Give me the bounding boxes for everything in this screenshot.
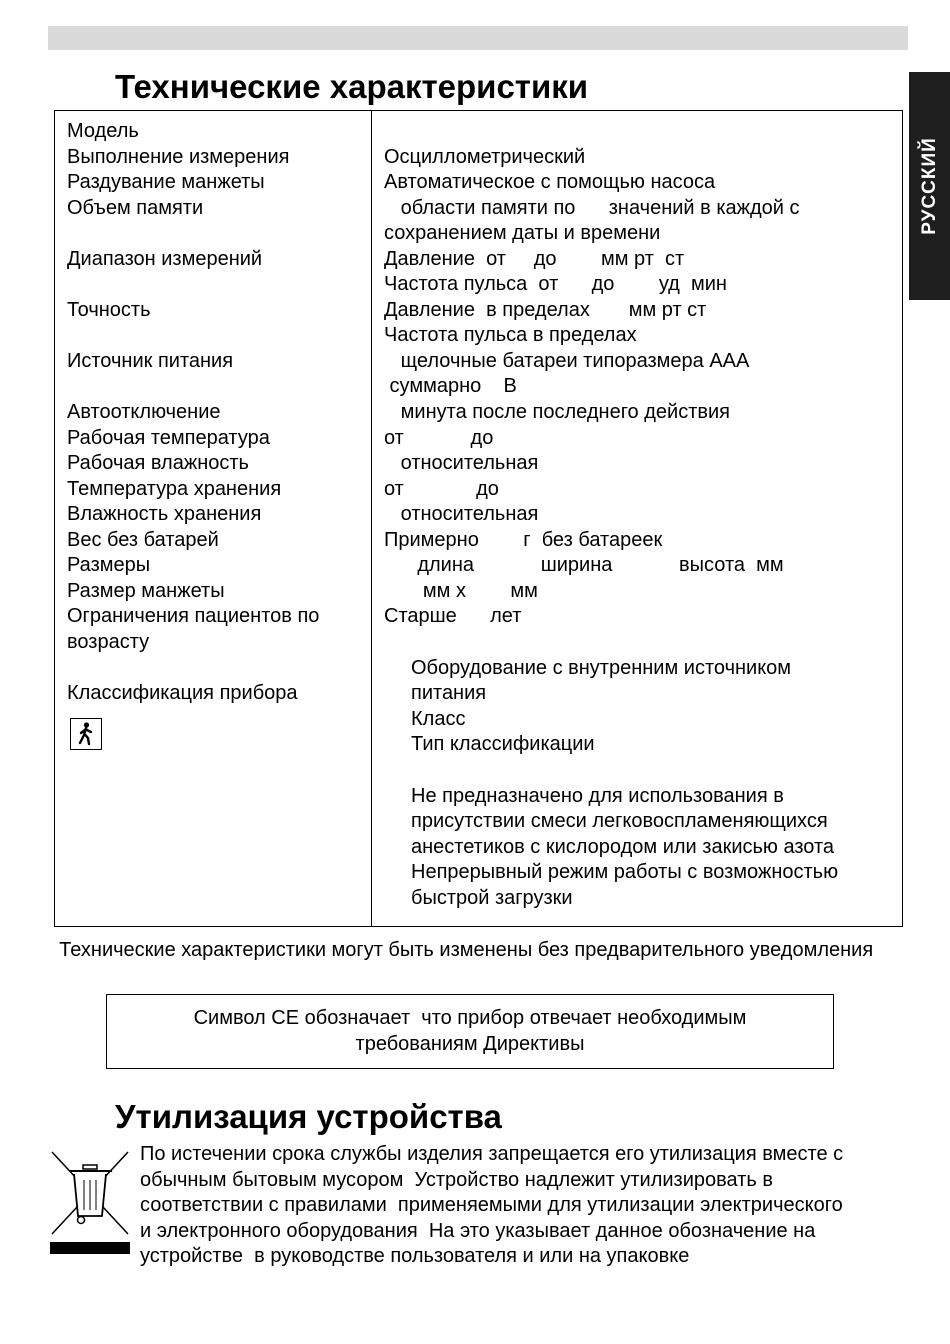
specs-change-note: Технические характеристики могут быть изменены без предварительного уведомления [48,939,874,961]
class-line-1: Оборудование с внутренним источником [411,657,792,679]
spec-label-age-limit-2: возрасту [67,631,150,653]
class-line-2: питания [411,682,487,704]
class-line-5: Не предназначено для использования в [411,785,784,807]
spec-value-store-temp: от до [384,478,499,500]
spec-label-range: Диапазон измерений [67,248,263,270]
spec-value-accuracy-pressure: Давление в пределах мм рт ст [384,299,707,321]
spec-label-op-temp: Рабочая температура [67,427,270,449]
language-tab-label: РУССКИЙ [918,137,940,235]
spec-value-power-2: суммарно В [384,375,517,397]
spec-label-op-humidity: Рабочая влажность [67,452,249,474]
header-gray-bar [48,26,908,50]
spec-value-weight: Примерно г без батареек [384,529,663,551]
disposal-line-5: устройстве в руководстве пользователя и или на упаковке [140,1245,690,1267]
class-line-6: присутствии смеси легковоспламеняющихся [411,810,828,832]
spec-label-auto-off: Автоотключение [67,401,221,423]
spec-value-age-limit: Старше лет [384,605,522,627]
spec-value-range-pressure: Давление от до мм рт ст [384,248,685,270]
spec-label-dimensions: Размеры [67,554,151,576]
spec-label-inflation: Раздувание манжеты [67,171,265,193]
ce-notice-box [106,994,834,1069]
class-line-9: быстрой загрузки [411,887,573,909]
class-line-4: Тип классификации [411,733,595,755]
specs-table [54,110,903,927]
spec-value-power: щелочные батареи типоразмера ААА [384,350,750,372]
spec-label-memory: Объем памяти [67,197,204,219]
spec-value-op-temp: от до [384,427,494,449]
class-line-3: Класс [411,708,466,730]
spec-label-age-limit: Ограничения пациентов по [67,605,320,627]
spec-label-accuracy: Точность [67,299,151,321]
spec-label-method: Выполнение измерения [67,146,290,168]
language-tab [909,72,950,300]
disposal-line-4: и электронного оборудования На это указывает данное обозначение на [140,1219,816,1242]
spec-value-memory: области памяти по значений в каждой с [384,197,800,219]
specs-title: Технические характеристики [115,68,589,105]
specs-column-divider [371,111,372,926]
spec-value-dimensions: длина ширина высота мм [384,554,784,576]
spec-value-accuracy-pulse: Частота пульса в пределах [384,324,637,346]
spec-value-op-humidity: относительная [384,452,539,474]
spec-value-memory-2: сохранением даты и времени [384,222,661,244]
disposal-line-1: По истечении срока службы изделия запрещается его утилизация вместе с [140,1143,844,1165]
class-line-7: анестетиков с кислородом или закисью азота [411,836,835,858]
spec-label-model: Модель [67,120,139,142]
disposal-title: Утилизация устройства [115,1098,502,1135]
spec-label-store-humid: Влажность хранения [67,503,262,525]
spec-value-cuff-size: мм х мм [384,580,538,602]
disposal-line-2: обычным бытовым мусором Устройство надлежит утилизировать в [140,1168,773,1191]
spec-label-store-temp: Температура хранения [67,478,282,500]
spec-value-range-pulse: Частота пульса от до уд мин [384,273,727,295]
class-line-8: Непрерывный режим работы с возможностью [411,861,839,883]
disposal-text [140,1142,843,1270]
spec-label-power: Источник питания [67,350,234,372]
spec-value-inflation: Автоматическое с помощью насоса [384,171,716,193]
spec-label-cuff-size: Размер манжеты [67,580,225,602]
spec-value-auto-off: минута после последнего действия [384,401,730,423]
spec-value-store-humidity: относительная [384,503,539,525]
crossed-out-wheelie-bin-icon [50,1148,130,1254]
ce-notice-line-1: Символ CE обозначает что прибор отвечает необходимым [193,1007,747,1029]
spec-label-weight: Вес без батарей [67,529,219,551]
spec-value-method: Осциллометрический [384,146,586,168]
type-bf-patient-icon [70,718,102,750]
spec-label-classification: Классификация прибора [67,682,298,704]
ce-notice-line-2: требованиям Директивы [355,1033,585,1055]
disposal-line-3: соответствии с правилами применяемыми для утилизации электрического [140,1194,843,1216]
